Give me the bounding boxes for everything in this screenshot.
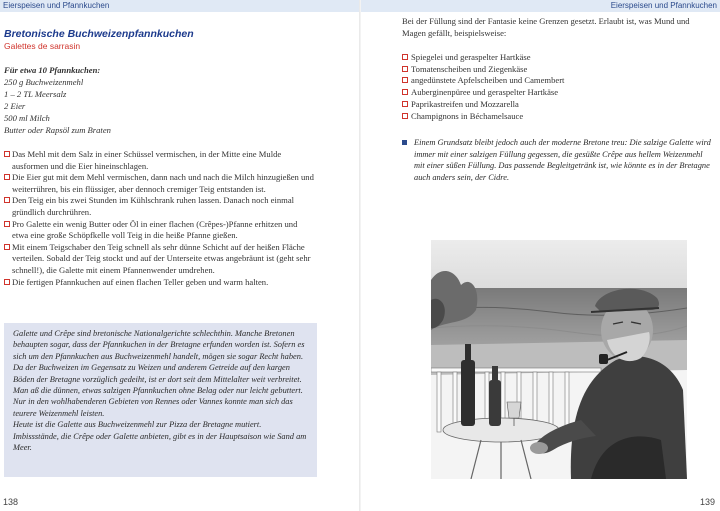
info-paragraph: Galette und Crêpe sind bretonische Nationalgerichte schlechthin. Manche Bretonen behaupten sogar, dass der Pfannkuchen in der Bretagne erfunden worden ist. Sofern es sich um den Pfannkuchen aus Buchweizenmehl handelt, mögen sie sogar Recht haben. Da der Buchweizen im Gegensatz zu Weizen und anderem Getreide auf den kargen Böden der Bretagne vorzüglich gedeiht, ist er dort seit dem Mittelalter weit verbreitet. Man aß die dünnen, etwas salzigen Pfannkuchen ohne Belag oder nur leicht gebuttert. Nur in den wohlhabenderen Gebieten von Rennes oder Vannes konnte man sich das teurere Weizenmehl leisten. [13,329,305,418]
step-item [4,219,315,242]
red-square-bullet-icon [402,113,408,119]
red-square-bullet-icon [4,279,10,285]
ingredient-line: Butter oder Rapsöl zum Braten [4,125,111,135]
step-item [4,277,315,289]
step-text: Pro Galette ein wenig Butter oder Öl in einer flachen (Crêpes-)Pfanne erhitzen und etwa eine große Schöpfkelle voll Teig in die heiße Pfanne gießen. [12,218,298,241]
red-square-bullet-icon [4,197,10,203]
info-box [4,323,317,477]
step-text: Den Teig ein bis zwei Stunden im Kühlschrank ruhen lassen. Danach noch einmal gründlich durchrühren. [12,195,295,217]
filling-item [402,75,702,87]
page-gutter [359,0,361,511]
filling-item [402,52,702,64]
filling-intro: Bei der Füllung sind der Fantasie keine Grenzen gesetzt. Erlaubt ist, was Mund und Magen gefällt, beispielsweise: [402,16,690,38]
step-item [4,149,315,172]
red-square-bullet-icon [402,77,408,83]
red-square-bullet-icon [402,89,408,95]
filling-list [402,52,702,122]
red-square-bullet-icon [402,54,408,60]
filling-text: Champignons in Béchamelsauce [411,110,524,121]
preparation-steps [4,149,315,288]
red-square-bullet-icon [4,244,10,250]
recipe-title: Bretonische Buchweizenpfannkuchen [4,28,194,40]
filling-item [402,87,702,99]
step-text: Mit einem Teigschaber den Teig schnell als sehr dünne Schicht auf der heißen Fläche verteilen. Sobald der Teig stockt und auf der Unterseite etwas angebräunt ist (geht sehr schnell!), die Galette mit einem Pfannenwender umdrehen. [12,241,311,275]
red-square-bullet-icon [402,66,408,72]
filling-text: angedünstete Apfelscheiben und Camembert [411,75,565,86]
red-square-bullet-icon [402,101,408,107]
running-header-left: Eierspeisen und Pfannkuchen [0,0,359,12]
step-text: Die Eier gut mit dem Mehl vermischen, dann nach und nach die Milch hinzugießen und weiterrühren, bis ein flüssiger, aber dennoch cremiger Teig entstanden ist. [12,172,314,194]
page-number-right: 139 [700,497,716,507]
breton-man-illustration [431,240,687,479]
recipe-subtitle: Galettes de sarrasin [4,41,81,51]
step-item [4,242,315,277]
red-square-bullet-icon [4,174,10,180]
red-square-bullet-icon [4,221,10,227]
filling-item [402,111,702,123]
step-item [4,172,315,195]
note-block [402,137,714,183]
step-item [4,195,315,218]
ingredients-heading: Für etwa 10 Pfannkuchen: [4,65,101,75]
red-square-bullet-icon [4,151,10,157]
step-text: Die fertigen Pfannkuchen auf einen flachen Teller geben und warm halten. [12,276,269,287]
filling-text: Tomatenscheiben und Ziegenkäse [411,63,528,74]
running-header-right: Eierspeisen und Pfannkuchen [361,0,720,12]
filling-text: Paprikastreifen und Mozzarella [411,98,519,109]
note-text: Einem Grundsatz bleibt jedoch auch der moderne Bretone treu: Die salzige Galette wird immer mit einer salzigen Füllung gegessen, die gesüßte Crêpe aus hellem Weizenmehl mit einer süßen Füllung. Das passende Begleitgetränk ist, wie könnte es in der Bretagne auch anders sein, der Cidre. [414,138,711,182]
ingredient-line: 2 Eier [4,101,26,111]
info-paragraph: Heute ist die Galette aus Buchweizenmehl zur Pizza der Bretagne mutiert. Imbissstände, die Crêpe oder Galette anbieten, gibt es in der Hauptsaison wie Sand am Meer. [13,420,307,453]
filling-text: Auberginenpüree und geraspelter Hartkäse [411,87,559,98]
ingredient-line: 500 ml Milch [4,113,50,123]
filling-text: Spiegelei und geraspelter Hartkäse [411,52,531,62]
ingredients-block [4,64,304,136]
ingredient-line: 250 g Buchweizenmehl [4,77,84,87]
filling-item [402,64,702,76]
filling-item [402,99,702,111]
step-text: Das Mehl mit dem Salz in einer Schüssel vermischen, in der Mitte eine Mulde ausformen und die Eier hineinschlagen. [12,149,282,171]
page-number-left: 138 [3,497,19,507]
ingredient-line: 1 – 2 TL Meersalz [4,89,67,99]
blue-square-marker-icon [402,140,407,145]
